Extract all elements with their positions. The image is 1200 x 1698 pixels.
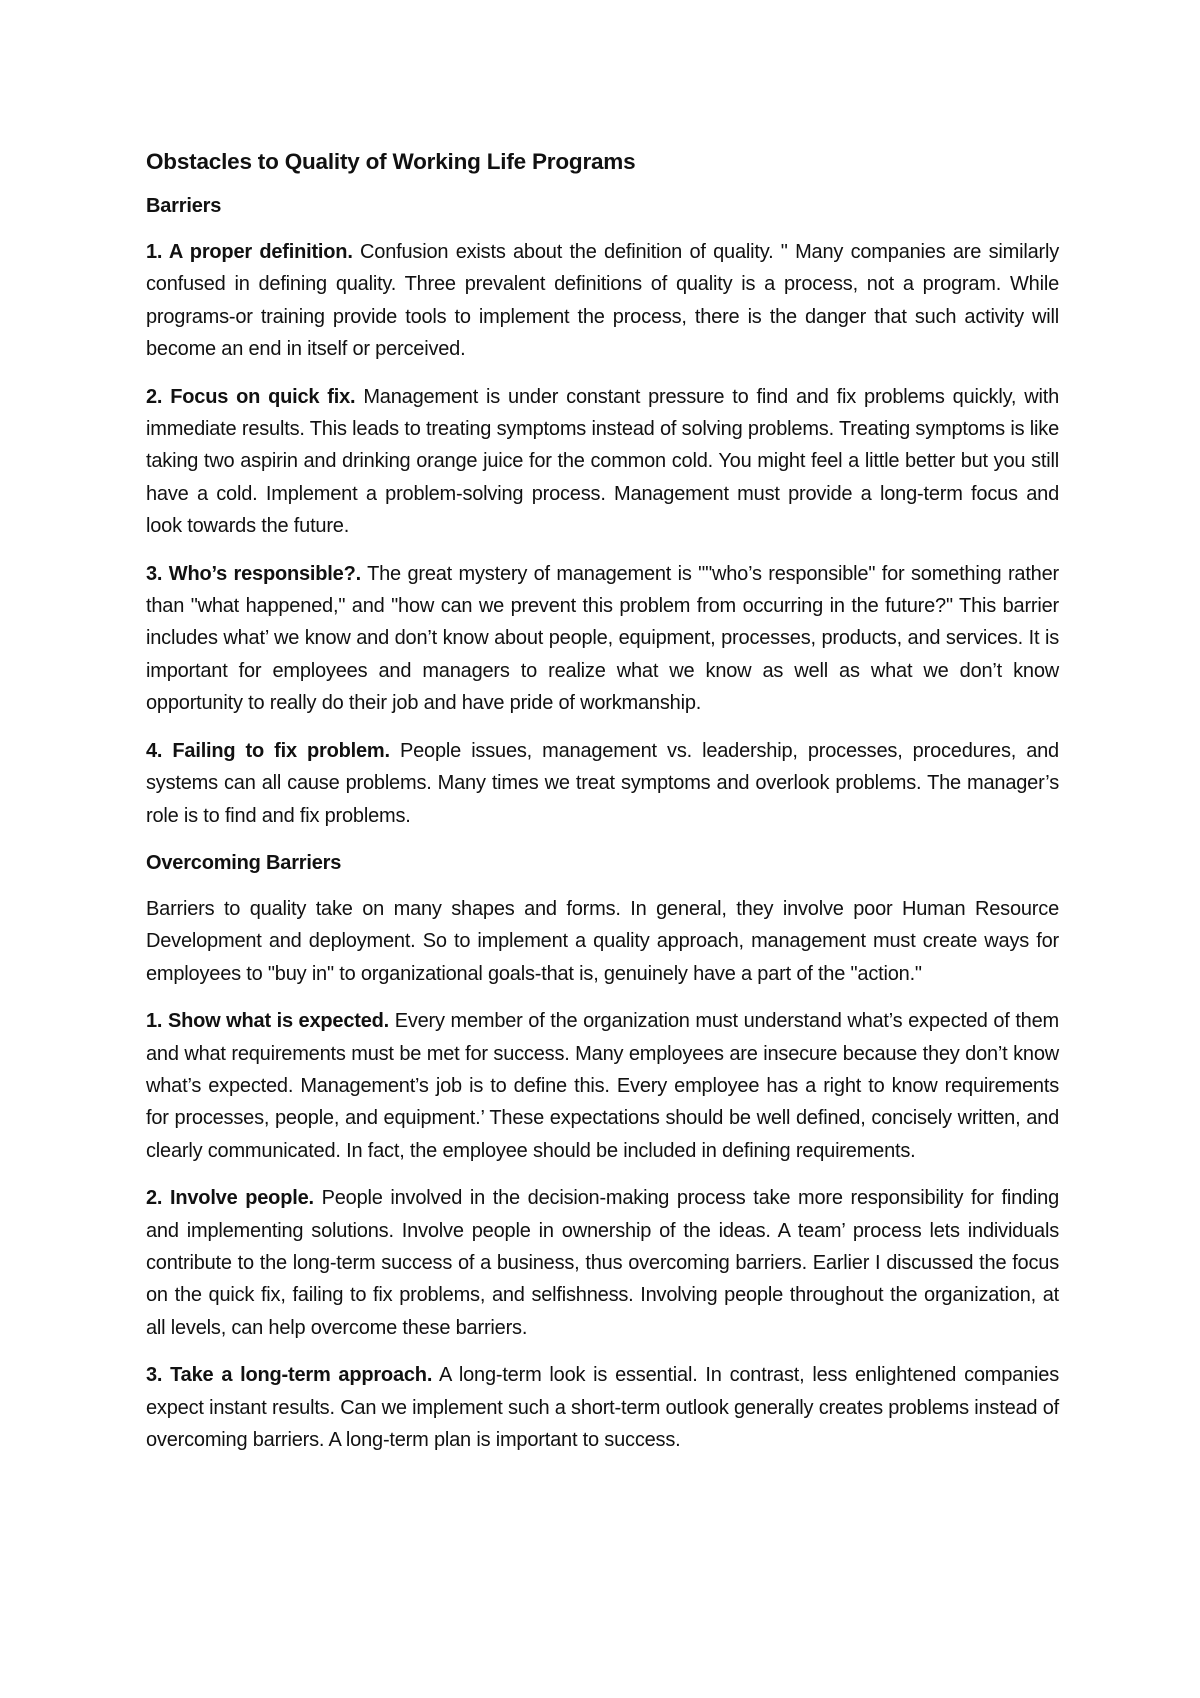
barrier-item-lead: 4. Failing to fix problem.: [146, 739, 390, 762]
overcoming-item-lead: 1. Show what is expected.: [146, 1010, 390, 1033]
overcoming-intro: Barriers to quality take on many shapes and forms. In general, they involve poor Human Resource Development and deployment. So to implement a quality approach, management must create ways for employees to "buy in" to organizational goals-that is, genuinely have a part of the "action.": [146, 897, 1059, 985]
barrier-item-lead: 3. Who’s responsible?.: [146, 562, 361, 585]
barrier-item-lead: 2. Focus on quick fix.: [146, 385, 356, 408]
section-heading-overcoming-barriers: Overcoming Barriers: [146, 851, 342, 874]
overcoming-item-lead: 2. Involve people.: [146, 1187, 314, 1210]
barrier-item-2: [146, 381, 1059, 543]
barrier-item-text: Confusion exists about the definition of quality. " Many companies are similarly confused in defining quality. Three prevalent definitions of quality is a process, not a program. While programs-or training provide tools to implement the process, there is the danger that such activity will become an end in itself or perceived.: [146, 241, 1059, 361]
barrier-item-text: Management is under constant pressure to find and fix problems quickly, with immediate results. This leads to treating symptoms instead of solving problems. Treating symptoms is like taking two aspirin and drinking orange juice for the common cold. You might feel a little better but you still have a cold. Implement a problem-solving process. Management must provide a long-term focus and look towards the future.: [146, 385, 1059, 538]
overcoming-item-1: [146, 1005, 1059, 1167]
overcoming-item-3: [146, 1359, 1059, 1456]
overcoming-item-2: [146, 1182, 1059, 1344]
barrier-item-1: [146, 236, 1059, 366]
barrier-item-text: The great mystery of management is ""who’s responsible" for something rather than "what happened," and "how can we prevent this problem from occurring in the future?" This barrier includes what’ we know and don’t know about people, equipment, processes, products, and services. It is important for employees and managers to realize what we know as well as what we don’t know opportunity to really do their job and have pride of workmanship.: [146, 562, 1059, 715]
barrier-item-4: [146, 735, 1059, 832]
section-heading-barriers: Barriers: [146, 195, 222, 217]
overcoming-item-lead: 3. Take a long-term approach.: [146, 1364, 433, 1387]
barrier-item-lead: 1. A proper definition.: [146, 241, 353, 263]
document-page: [146, 146, 1059, 1471]
overcoming-item-text: Every member of the organization must understand what’s expected of them and what requirements must be met for success. Many employees are insecure because they don’t know what’s expected. Management’s job is to define this. Every employee has a right to know requirements for processes, people, and equipment.’ These expectations should be well defined, concisely written, and clearly communicated. In fact, the employee should be included in defining requirements.: [146, 1010, 1059, 1162]
document-title: Obstacles to Quality of Working Life Programs: [146, 149, 636, 174]
barrier-item-text: People issues, management vs. leadership, processes, procedures, and systems can all cause problems. Many times we treat symptoms and overlook problems. The manager’s role is to find and fix problems.: [146, 739, 1059, 827]
overcoming-item-text: A long-term look is essential. In contrast, less enlightened companies expect instant results. Can we implement such a short-term outlook generally creates problems instead of overcoming barriers. A long-term plan is important to success.: [146, 1364, 1059, 1451]
barrier-item-3: [146, 558, 1059, 720]
overcoming-item-text: People involved in the decision-making process take more responsibility for finding and implementing solutions. Involve people in ownership of the ideas. A team’ process lets individuals contribute to the long-term success of a business, thus overcoming barriers. Earlier I discussed the focus on the quick fix, failing to fix problems, and selfishness. Involving people throughout the organization, at all levels, can help overcome these barriers.: [146, 1187, 1060, 1339]
